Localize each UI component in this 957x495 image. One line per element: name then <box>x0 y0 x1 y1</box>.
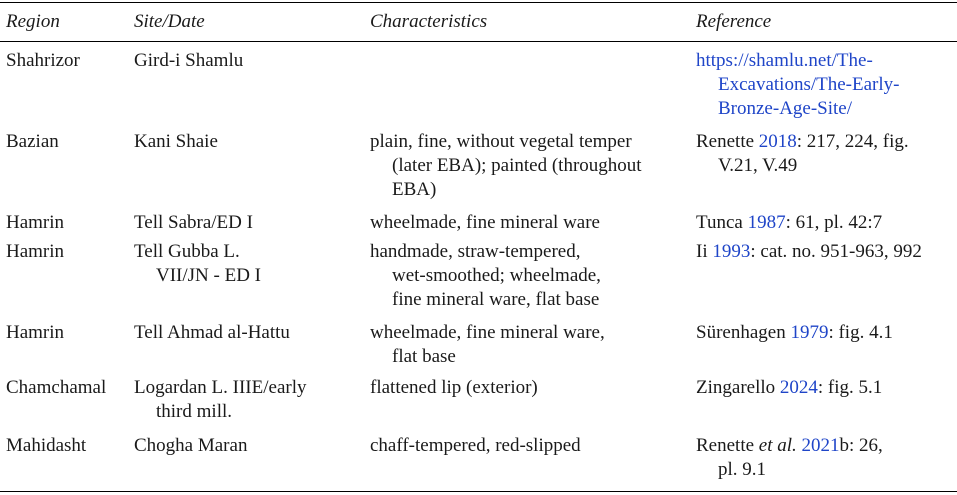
reference-line <box>696 434 954 458</box>
region-cell: Hamrin <box>6 241 65 262</box>
characteristics-line: EBA) <box>392 179 437 200</box>
site-line: Tell Gubba L. <box>134 241 240 262</box>
reference-cell <box>696 130 954 178</box>
site-line: Gird-i Shamlu <box>134 50 244 71</box>
site-cell <box>134 321 364 345</box>
reference-author: Tunca <box>696 212 748 233</box>
reference-year-link[interactable]: 1993 <box>712 241 751 262</box>
site-cell <box>134 130 364 154</box>
site-cell <box>134 434 364 458</box>
header-reference: Reference <box>696 11 772 32</box>
characteristics-line: handmade, straw-tempered, <box>370 241 581 262</box>
reference-author: Renette <box>696 131 759 152</box>
reference-line <box>696 211 954 235</box>
characteristics-line: plain, fine, without vegetal temper <box>370 131 632 152</box>
site-cell <box>134 376 364 424</box>
site-line: VII/JN - ED I <box>156 265 262 286</box>
table-bottom-rule <box>0 491 957 492</box>
reference-author: Sürenhagen <box>696 322 791 343</box>
site-line: Logardan L. IIIE/early <box>134 377 307 398</box>
characteristics-line: wheelmade, fine mineral ware, <box>370 322 605 343</box>
site-line: Tell Ahmad al-Hattu <box>134 322 290 343</box>
region-cell: Shahrizor <box>6 50 80 71</box>
site-line: Tell Sabra/ED I <box>134 212 253 233</box>
reference-author: Ii <box>696 241 713 262</box>
reference-cell <box>696 376 954 400</box>
reference-line: V.21, V.49 <box>718 155 798 176</box>
reference-line <box>696 321 954 345</box>
header-region: Region <box>6 11 60 32</box>
table-top-rule <box>0 2 957 3</box>
site-line: third mill. <box>156 401 232 422</box>
reference-year-link[interactable]: 1987 <box>747 212 786 233</box>
site-line: Chogha Maran <box>134 435 248 456</box>
reference-cell <box>696 211 954 235</box>
characteristics-line: chaff-tempered, red-slipped <box>370 435 581 456</box>
site-cell <box>134 49 364 73</box>
reference-cell[interactable] <box>696 49 954 121</box>
reference-year-link[interactable]: 2021 <box>801 435 840 456</box>
reference-url-link[interactable]: Bronze-Age-Site/ <box>718 98 853 119</box>
site-cell <box>134 211 364 235</box>
reference-pages: : 217, 224, fig. <box>796 131 909 152</box>
characteristics-cell <box>370 211 688 235</box>
region-cell: Bazian <box>6 131 59 152</box>
reference-pages: : fig. 4.1 <box>828 322 893 343</box>
reference-et-al: et al. <box>758 435 797 456</box>
reference-pages: b: 26, <box>839 435 883 456</box>
characteristics-line: flat base <box>392 346 456 367</box>
reference-pages: : fig. 5.1 <box>817 377 883 398</box>
header-characteristics: Characteristics <box>370 11 488 32</box>
region-cell: Chamchamal <box>6 377 107 398</box>
reference-cell <box>696 434 954 482</box>
reference-line: pl. 9.1 <box>718 459 767 480</box>
characteristics-line: (later EBA); painted (throughout <box>392 155 642 176</box>
characteristics-line: wheelmade, fine mineral ware <box>370 212 600 233</box>
characteristics-line: wet-smoothed; wheelmade, <box>392 265 601 286</box>
reference-cell <box>696 240 954 264</box>
reference-line <box>696 240 954 264</box>
characteristics-cell <box>370 376 688 400</box>
reference-line <box>696 130 954 154</box>
header-rule <box>0 41 957 42</box>
reference-url-link[interactable]: Excavations/The-Early- <box>718 74 900 95</box>
region-cell: Mahidasht <box>6 435 87 456</box>
characteristics-line: flattened lip (exterior) <box>370 377 538 398</box>
site-cell <box>134 240 364 288</box>
reference-pages: : 61, pl. 42:7 <box>785 212 883 233</box>
characteristics-cell <box>370 434 688 458</box>
header-site-date: Site/Date <box>134 11 205 32</box>
characteristics-cell <box>370 240 688 312</box>
reference-author: Renette <box>696 435 759 456</box>
region-cell: Hamrin <box>6 212 65 233</box>
reference-year-link[interactable]: 1979 <box>790 322 829 343</box>
site-line: Kani Shaie <box>134 131 218 152</box>
characteristics-line: fine mineral ware, flat base <box>392 289 600 310</box>
reference-year-link[interactable]: 2024 <box>779 377 818 398</box>
characteristics-cell <box>370 130 688 202</box>
reference-author: Zingarello <box>696 377 780 398</box>
reference-cell <box>696 321 954 345</box>
reference-url-link[interactable]: https://shamlu.net/The- <box>696 50 873 71</box>
characteristics-cell <box>370 321 688 369</box>
reference-year-link[interactable]: 2018 <box>758 131 797 152</box>
reference-line <box>696 376 954 400</box>
reference-pages: : cat. no. 951-963, 992 <box>750 241 922 262</box>
region-cell: Hamrin <box>6 322 65 343</box>
